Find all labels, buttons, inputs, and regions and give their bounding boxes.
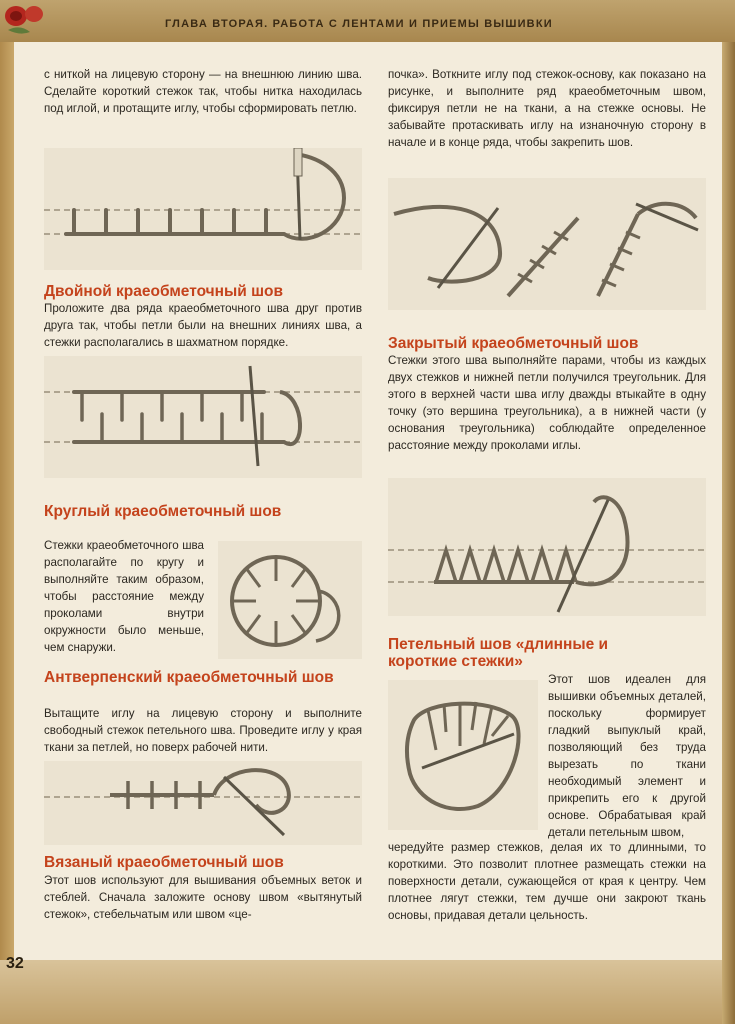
knitted-stitch-text: Этот шов используют для вышивания объемных веток и стеблей. Сначала заложите основу швом «вытянутый стежок», стебельчатым или швом «це- xyxy=(44,874,362,921)
figure-double-stitch xyxy=(44,356,362,478)
heading-knitted-stitch: Вязаный краеобметочный шов xyxy=(44,854,284,871)
heading-antwerp-stitch: Антверпенский краеобметочный шов xyxy=(44,669,334,686)
page-number: 32 xyxy=(6,955,24,972)
round-stitch-text: Стежки краеобметочного шва располагайте по кругу и выполняйте таким образом, чтобы расстояние между проколами внутри окружности было меньше, чем снаружи. xyxy=(44,539,204,654)
figure-blanket-stitch xyxy=(44,148,362,270)
closed-stitch-text: Стежки этого шва выполняйте парами, чтобы из каждых двух стежков и нижней петли получился треугольник. Для этого в верхней части шва иглу дважды втыкайте в одну точку (это вершина треугольника), а в нижней части (у основания треугольника) соблюдайте определенное расстояние между проколами иглы. xyxy=(388,354,706,452)
left-intro-text: с ниткой на лицевую сторону — на внешнюю линию шва. Сделайте короткий стежок так, чтобы нитка находилась под иглой, и протащите иглу, чтобы сформировать петлю. xyxy=(44,68,362,115)
bottom-band xyxy=(0,960,722,1024)
antwerp-stitch-text: Вытащите иглу на лицевую сторону и выполните свободный стежок петельного шва. Проведите иглу у края ткани за петлей, но поверх рабочей нити. xyxy=(44,707,362,754)
figure-closed-stitch xyxy=(388,478,706,616)
figure-antwerp-stitch xyxy=(44,761,362,845)
left-border xyxy=(0,42,14,972)
heading-double-stitch: Двойной краеобметочный шов xyxy=(44,283,284,300)
long-short-rest-text: чередуйте размер стежков, делая их то длинными, то короткими. Это позволит плотнее размещать стежки на поверхности детали, сужающейся от края к центру. Чем плотнее лягут стежки, тем дучше они закроют ткань основы, придавая детали цельность. xyxy=(388,841,706,922)
rose-ornament-icon xyxy=(0,0,48,40)
figure-long-short-stitch xyxy=(388,680,538,830)
right-border xyxy=(722,42,735,1024)
right-intro-text: почка». Воткните иглу под стежок-основу, как показано на рисунке, и выполните ряд краеобметочным швом, фиксируя петли не на ткани, а на стежке основы. Не забывайте протаскивать иглу на изнаночную сторону в начале и в конце ряда, чтобы закрепить шов. xyxy=(388,68,706,149)
page-header-title: ГЛАВА ВТОРАЯ. РАБОТА С ЛЕНТАМИ И ПРИЕМЫ ВЫШИВКИ xyxy=(165,18,553,30)
figure-round-stitch xyxy=(218,541,362,659)
figure-knitted-stitch xyxy=(388,178,706,310)
heading-long-short-stitch: Петельный шов «длинные и короткие стежки» xyxy=(388,636,609,670)
long-short-side-text: Этот шов идеален для вышивки объемных деталей, поскольку формирует гладкий выпуклый край, позволяющий без труда вырезать по ткани необходимый элемент и прикрепить его к другой основе. Обрабатывая край детали петельным швом, xyxy=(548,673,706,839)
heading-round-stitch: Круглый краеобметочный шов xyxy=(44,503,282,520)
heading-closed-stitch: Закрытый краеобметочный шов xyxy=(388,335,639,352)
double-stitch-text: Проложите два ряда краеобметочного шва друг против друга так, чтобы петли были на внешних линиях шва, а стежки располагались в шахматном порядке. xyxy=(44,302,362,349)
